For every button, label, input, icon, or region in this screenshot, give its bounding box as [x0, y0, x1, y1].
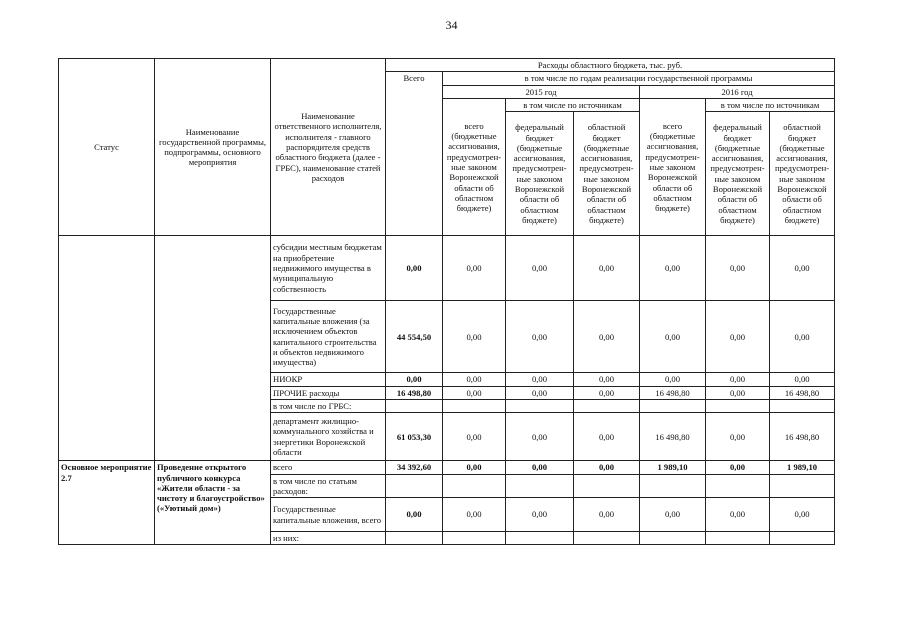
- cell-2016-total: 16 498,80: [640, 413, 706, 461]
- program-name-cell: Проведение открытого публичного конкурса «Жители области - за чистоту и благоустройство» («Уютный дом»): [155, 461, 271, 545]
- cell-2015-regional: 0,00: [574, 461, 640, 474]
- header-year-2016: 2016 год: [640, 85, 835, 98]
- cell-total: 16 498,80: [386, 386, 443, 399]
- cell-2015-regional: 0,00: [574, 498, 640, 532]
- cell-2016-total: [640, 532, 706, 545]
- cell-2015-total: 0,00: [443, 301, 506, 373]
- row-label: всего: [271, 461, 386, 474]
- row-label: в том числе по ГРБС:: [271, 399, 386, 412]
- cell-2016-regional: [770, 474, 835, 498]
- cell-2015-federal: 0,00: [506, 413, 574, 461]
- header-program-name: Наименование государственной программы, подпрограммы, основного мероприятия: [155, 59, 271, 236]
- row-label: ПРОЧИЕ расходы: [271, 386, 386, 399]
- cell-2016-regional: 0,00: [770, 498, 835, 532]
- cell-2015-total: [443, 474, 506, 498]
- cell-2015-regional: 0,00: [574, 373, 640, 386]
- status-cell: Основное мероприятие 2.7: [59, 461, 155, 545]
- cell-2016-total: 0,00: [640, 301, 706, 373]
- cell-2016-federal: [706, 474, 770, 498]
- row-label: департамент жилищно-коммунального хозяйства и энергетики Воронежской области: [271, 413, 386, 461]
- cell-2015-federal: [506, 474, 574, 498]
- cell-2015-regional: [574, 399, 640, 412]
- cell-total: 0,00: [386, 373, 443, 386]
- cell-total: [386, 399, 443, 412]
- cell-2015-total: 0,00: [443, 461, 506, 474]
- row-label: из них:: [271, 532, 386, 545]
- cell-2016-regional: 0,00: [770, 373, 835, 386]
- cell-2015-total: [443, 532, 506, 545]
- header-by-sources-2016: в том числе по источникам: [706, 98, 835, 111]
- cell-2016-federal: 0,00: [706, 413, 770, 461]
- cell-2016-total: 16 498,80: [640, 386, 706, 399]
- cell-2015-regional: [574, 532, 640, 545]
- cell-2015-total: 0,00: [443, 373, 506, 386]
- cell-2015-federal: [506, 532, 574, 545]
- cell-2016-total: [640, 399, 706, 412]
- cell-2016-federal: 0,00: [706, 236, 770, 301]
- cell-2015-regional: 0,00: [574, 236, 640, 301]
- cell-2015-federal: 0,00: [506, 236, 574, 301]
- cell-2015-federal: 0,00: [506, 373, 574, 386]
- cell-total: 44 554,50: [386, 301, 443, 373]
- cell-2015-regional: 0,00: [574, 413, 640, 461]
- cell-2016-regional: 16 498,80: [770, 386, 835, 399]
- cell-2016-federal: 0,00: [706, 301, 770, 373]
- table-row: [59, 461, 835, 474]
- header-col-federal-2015: федеральный бюджет (бюджетные ассигнования, предусмотрен-ные законом Воронежской области об областном бюджете): [506, 112, 574, 236]
- cell-2015-regional: 0,00: [574, 386, 640, 399]
- cell-2016-total: 1 989,10: [640, 461, 706, 474]
- cell-2015-total: [443, 399, 506, 412]
- table-row: [59, 236, 835, 301]
- cell-2016-regional: 1 989,10: [770, 461, 835, 474]
- header-total: Всего: [386, 72, 443, 236]
- cell-2016-federal: [706, 399, 770, 412]
- page-number: 34: [445, 18, 458, 32]
- cell-2016-total: [640, 474, 706, 498]
- header-executor: Наименование ответственного исполнителя, исполнителя - главного распорядителя средств областного бюджета (далее - ГРБС), наименование статей расходов: [271, 59, 386, 236]
- header-expenses-title: Расходы областного бюджета, тыс. руб.: [386, 59, 835, 72]
- cell-2015-total: 0,00: [443, 413, 506, 461]
- header-col-total-2015: всего (бюджетные ассигнования, предусмотрен-ные законом Воронежской области об областном бюджете): [443, 98, 506, 235]
- header-by-years: в том числе по годам реализации государственной программы: [443, 72, 835, 85]
- row-label: в том числе по статьям расходов:: [271, 474, 386, 498]
- header-col-regional-2015: областной бюджет (бюджетные ассигнования, предусмотрен-ные законом Воронежской области об областном бюджете): [574, 112, 640, 236]
- cell-total: 0,00: [386, 236, 443, 301]
- cell-2015-federal: 0,00: [506, 498, 574, 532]
- cell-2016-regional: 0,00: [770, 236, 835, 301]
- cell-2016-regional: 16 498,80: [770, 413, 835, 461]
- cell-2016-federal: [706, 532, 770, 545]
- cell-2016-federal: 0,00: [706, 498, 770, 532]
- cell-total: 34 392,60: [386, 461, 443, 474]
- cell-total: [386, 532, 443, 545]
- budget-table: [58, 58, 835, 545]
- cell-2016-federal: 0,00: [706, 386, 770, 399]
- header-col-regional-2016: областной бюджет (бюджетные ассигнования, предусмотрен-ные законом Воронежской области об областном бюджете): [770, 112, 835, 236]
- cell-2015-total: 0,00: [443, 498, 506, 532]
- cell-2015-federal: 0,00: [506, 461, 574, 474]
- cell-2016-total: 0,00: [640, 373, 706, 386]
- cell-2015-federal: 0,00: [506, 301, 574, 373]
- status-cell-empty: [59, 236, 155, 461]
- cell-2016-regional: [770, 399, 835, 412]
- header-status: Статус: [59, 59, 155, 236]
- row-label: Государственные капитальные вложения, всего: [271, 498, 386, 532]
- cell-2015-total: 0,00: [443, 236, 506, 301]
- cell-2015-total: 0,00: [443, 386, 506, 399]
- cell-2016-total: 0,00: [640, 236, 706, 301]
- cell-2016-federal: 0,00: [706, 373, 770, 386]
- cell-total: 0,00: [386, 498, 443, 532]
- cell-2016-regional: [770, 532, 835, 545]
- cell-total: 61 053,30: [386, 413, 443, 461]
- cell-2016-federal: 0,00: [706, 461, 770, 474]
- cell-2015-regional: 0,00: [574, 301, 640, 373]
- row-label: НИОКР: [271, 373, 386, 386]
- program-name-cell-empty: [155, 236, 271, 461]
- header-by-sources-2015: в том числе по источникам: [506, 98, 640, 111]
- cell-2015-federal: 0,00: [506, 386, 574, 399]
- cell-2016-regional: 0,00: [770, 301, 835, 373]
- cell-2015-regional: [574, 474, 640, 498]
- row-label: Государственные капитальные вложения (за исключением объектов капитального строительства и объектов недвижимого имущества): [271, 301, 386, 373]
- cell-2016-total: 0,00: [640, 498, 706, 532]
- header-year-2015: 2015 год: [443, 85, 640, 98]
- row-label: субсидии местным бюджетам на приобретение недвижимого имущества в муниципальную собственность: [271, 236, 386, 301]
- header-col-total-2016: всего (бюджетные ассигнования, предусмотрен-ные законом Воронежской области об областном бюджете): [640, 98, 706, 235]
- header-col-federal-2016: федеральный бюджет (бюджетные ассигнования, предусмотрен-ные законом Воронежской области об областном бюджете): [706, 112, 770, 236]
- cell-2015-federal: [506, 399, 574, 412]
- cell-total: [386, 474, 443, 498]
